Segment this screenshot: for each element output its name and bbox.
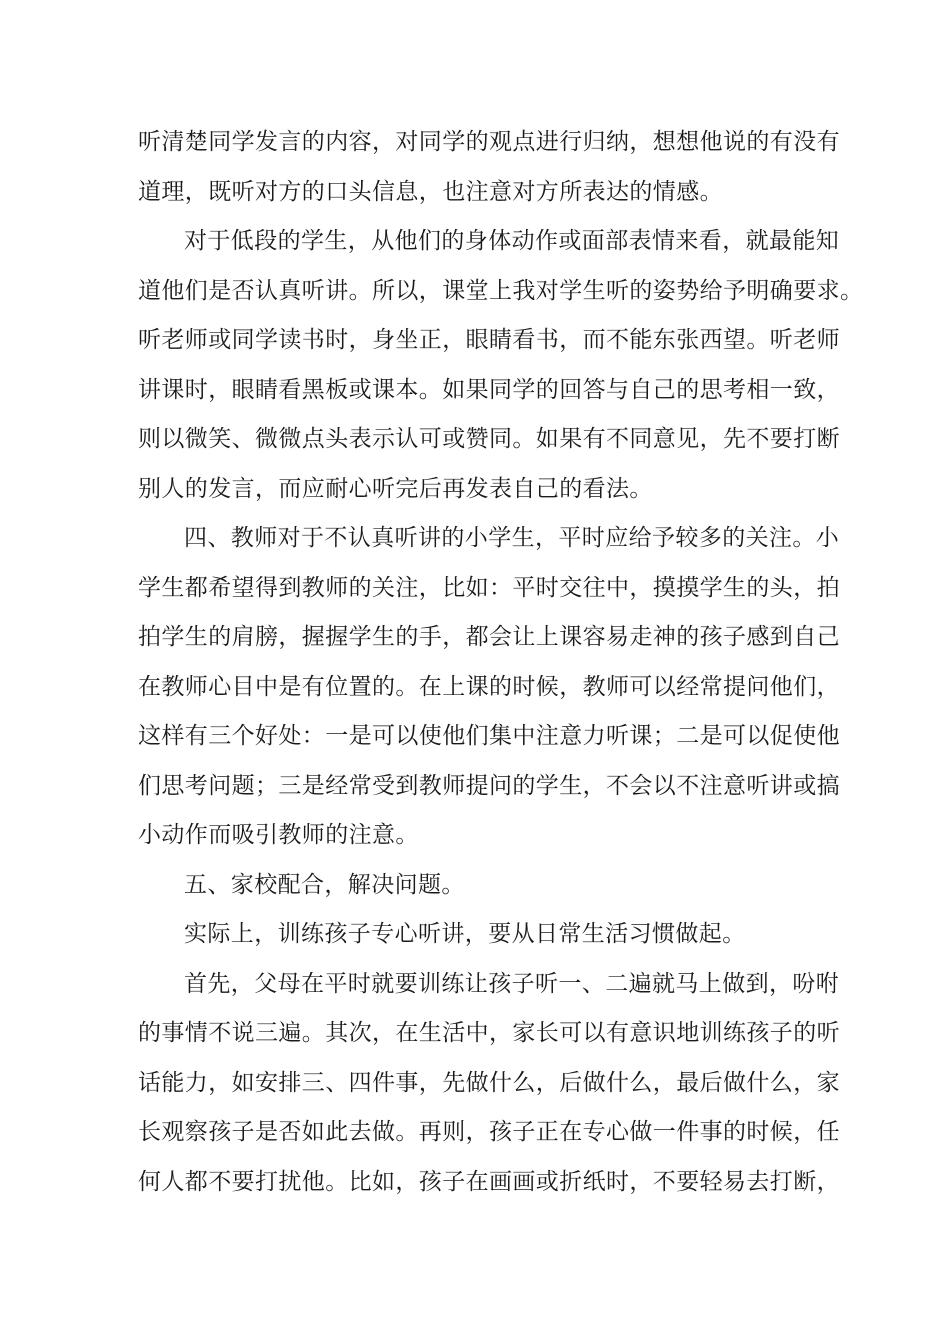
text-line: 实际上，训练孩子专心听讲，要从日常生活习惯做起。 — [184, 921, 746, 947]
text-line: 别人的发言，而应耐心听完后再发表自己的看法。 — [138, 475, 653, 502]
text-line: 学生都希望得到教师的关注，比如：平时交往中，摸摸学生的头，拍 — [138, 574, 840, 601]
text-line: 五、家校配合，解决问题。 — [184, 871, 465, 898]
text-line: 首先，父母在平时就要训练让孩子听一、二遍就马上做到，吩咐 — [184, 970, 840, 997]
text-line: 听清楚同学发言的内容，对同学的观点进行归纳，想想他说的有没有 — [138, 129, 840, 155]
text-line: 听老师或同学读书时，身坐正，眼睛看书，而不能东张西望。听老师 — [138, 327, 840, 353]
text-line: 话能力，如安排三、四件事，先做什么，后做什么，最后做什么，家 — [138, 1069, 840, 1096]
text-line: 小动作而吸引教师的注意。 — [138, 822, 419, 848]
text-line: 则以微笑、微微点头表示认可或赞同。如果有不同意见，先不要打断 — [138, 426, 840, 452]
text-line: 的事情不说三遍。其次，在生活中，家长可以有意识地训练孩子的听 — [138, 1020, 840, 1046]
text-line: 长观察孩子是否如此去做。再则，孩子正在专心做一件事的时候，任 — [138, 1119, 840, 1145]
text-line: 讲课时，眼睛看黑板或课本。如果同学的回答与自己的思考相一致， — [138, 376, 840, 403]
text-line: 们思考问题；三是经常受到教师提问的学生，不会以不注意听讲或搞 — [138, 772, 840, 799]
text-line: 四、教师对于不认真听讲的小学生，平时应给予较多的关注。小 — [184, 525, 840, 551]
text-line: 这样有三个好处：一是可以使他们集中注意力听课；二是可以促使他 — [138, 723, 840, 749]
text-line: 在教师心目中是有位置的。在上课的时候，教师可以经常提问他们， — [138, 673, 840, 700]
text-line: 何人都不要打扰他。比如，孩子在画画或折纸时，不要轻易去打断， — [138, 1168, 840, 1195]
text-line: 拍学生的肩膀，握握学生的手，都会让上课容易走神的孩子感到自己 — [138, 624, 840, 650]
text-line: 对于低段的学生，从他们的身体动作或面部表情来看，就最能知 — [184, 228, 840, 254]
document-body — [138, 118, 864, 1207]
text-line: 道理，既听对方的口头信息，也注意对方所表达的情感。 — [138, 178, 723, 205]
text-line: 道他们是否认真听讲。所以，课堂上我对学生听的姿势给予明确要求。 — [138, 277, 864, 304]
